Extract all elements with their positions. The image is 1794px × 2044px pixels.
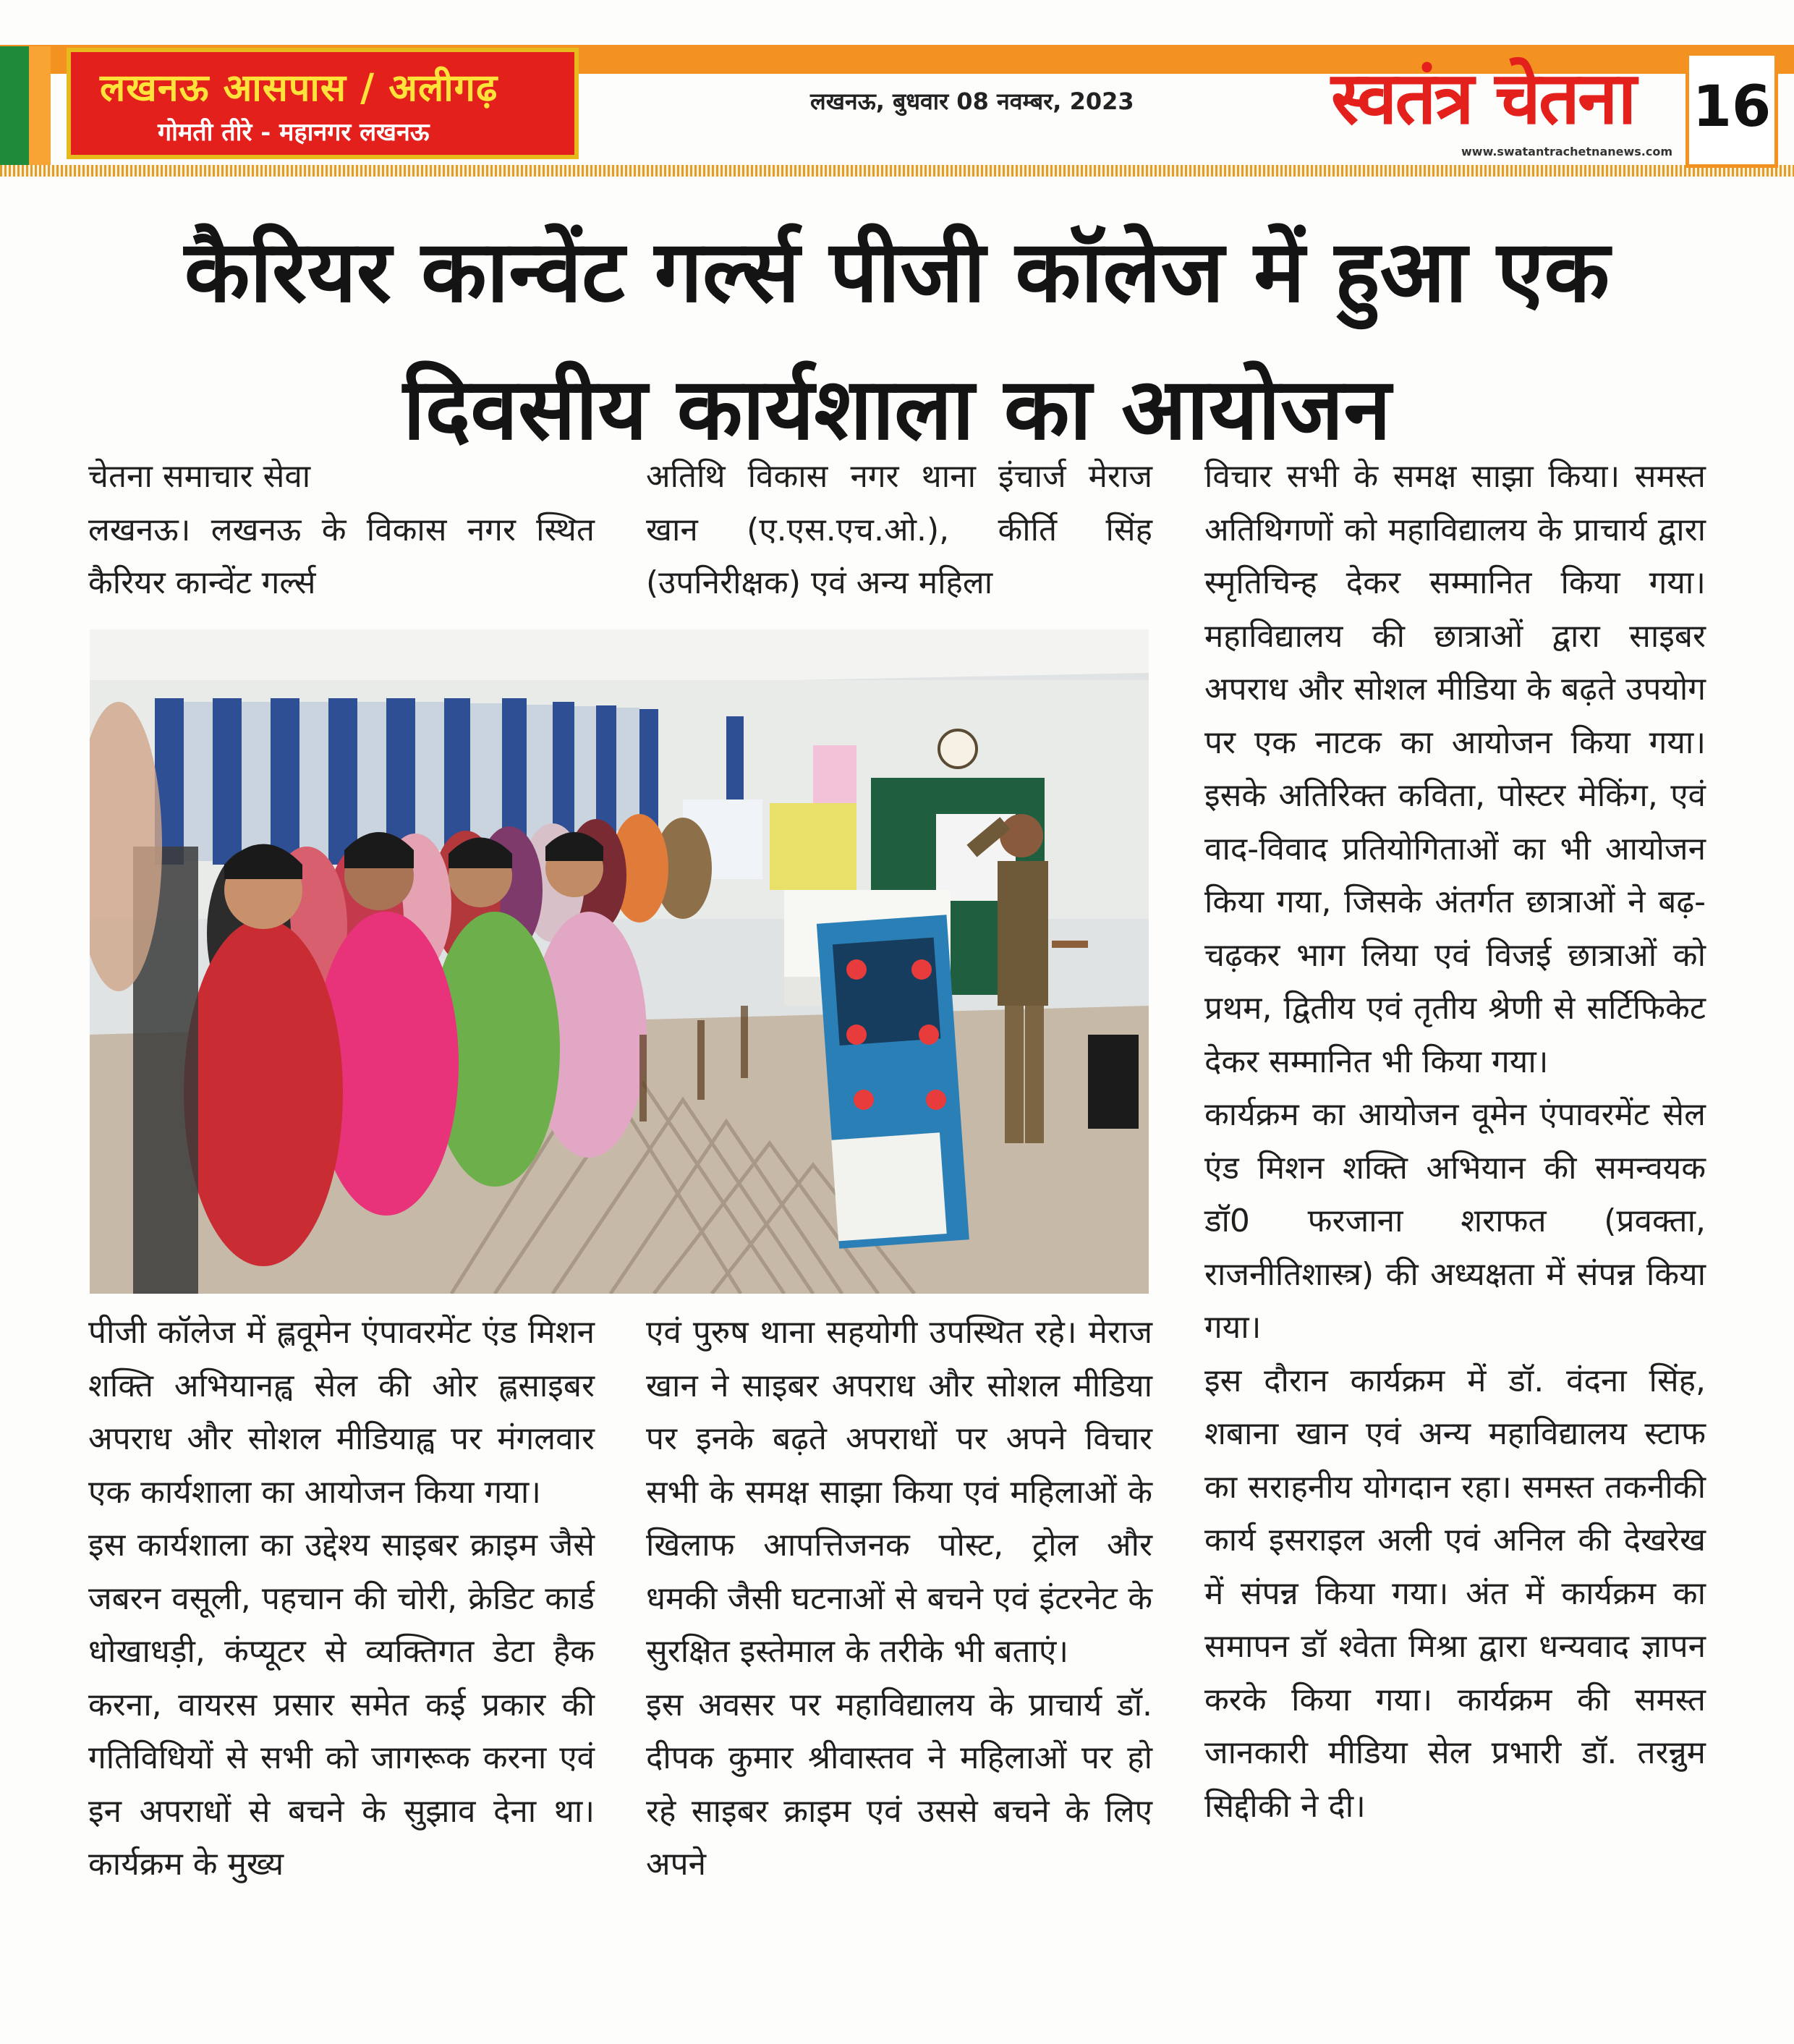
column-3 (1204, 450, 1706, 1833)
paragraph: पीजी कॉलेज में ह्लवूमेन एंपावरमेंट एंड मिशन शक्ति अभियानह्व सेल की ओर ह्लसाइबर अपराध और सोशल मीडियाह्व पर मंगलवार एक कार्यशाला का आयोजन किया गया। (88, 1314, 595, 1511)
paragraph: अतिथि विकास नगर थाना इंचार्ज मेराज खान (ए.एस.एच.ओ.), कीर्ति सिंह (उपनिरीक्षक) एवं अन्य महिला (646, 458, 1152, 601)
column-2-bottom (646, 1306, 1152, 1891)
page-number: 16 (1692, 75, 1772, 140)
byline: चेतना समाचार सेवा (88, 458, 311, 495)
newspaper-url: www.swatantrachetnanews.com (1461, 145, 1673, 158)
saffron-edge-stripe (29, 46, 51, 174)
column-1-top (88, 450, 595, 610)
section-title: लखनऊ आसपास / अलीगढ़ (100, 66, 498, 110)
column-2-top (646, 450, 1152, 610)
masthead (0, 0, 1794, 177)
paragraph: विचार सभी के समक्ष साझा किया। समस्त अतिथिगणों को महाविद्यालय के प्राचार्य द्वारा स्मृतिचिन्ह देकर सम्मानित किया गया। महाविद्यालय की छात्राओं द्वारा साइबर अपराध और सोशल मीडिया के बढ़ते उपयोग पर एक नाटक का आयोजन किया गया। इसके अतिरिक्त कविता, पोस्टर मेकिंग, एवं वाद-विवाद प्रतियोगिताओं का भी आयोजन किया गया, जिसके अंतर्गत छात्राओं ने बढ़-चढ़कर भाग लिया एवं विजई छात्राओं को प्रथम, द्वितीय एवं तृतीय श्रेणी से सर्टिफिकेट देकर सम्मानित भी किया गया। (1204, 458, 1706, 1080)
paragraph: इस कार्यशाला का उद्देश्य साइबर क्राइम जैसे जबरन वसूली, पहचान की चोरी, क्रेडिट कार्ड धोखाधड़ी, कंप्यूटर से व्यक्तिगत डेटा हैक करना, वायरस प्रसार समेत कई प्रकार की गतिविधियों से सभी को जागरूक करना एवं इन अपराधों से बचने के सुझाव देना था। कार्यक्रम के मुख्य (88, 1527, 595, 1883)
masthead-rule (0, 165, 1794, 177)
paragraph: लखनऊ। लखनऊ के विकास नगर स्थित कैरियर कान्वेंट गर्ल्स (88, 511, 595, 601)
section-banner (67, 48, 579, 159)
newspaper-logo: स्वतंत्र चेतना (1331, 55, 1635, 140)
page-number-box (1685, 52, 1778, 168)
paragraph: इस अवसर पर महाविद्यालय के प्राचार्य डॉ. दीपक कुमार श्रीवास्तव ने महिलाओं पर हो रहे साइबर क्राइम एवं उससे बचने के लिए अपने (646, 1686, 1152, 1883)
event-photo (90, 629, 1149, 1294)
section-subtitle: गोमती तीरे - महानगर लखनऊ (158, 118, 430, 147)
green-edge-stripe (0, 46, 29, 174)
column-1-bottom (88, 1306, 595, 1891)
paragraph: कार्यक्रम का आयोजन वूमेन एंपावरमेंट सेल एंड मिशन शक्ति अभियान की समन्वयक डॉ0 फरजाना शराफत (प्रवक्ता, राजनीतिशास्त्र) की अध्यक्षता में संपन्न किया गया। (1204, 1096, 1706, 1346)
article-headline: कैरियर कान्वेंट गर्ल्स पीजी कॉलेज में हुआ एक दिवसीय कार्यशाला का आयोजन (184, 221, 1610, 459)
paragraph: एवं पुरुष थाना सहयोगी उपस्थित रहे। मेराज खान ने साइबर अपराध और सोशल मीडिया पर इनके बढ़ते अपराधों पर अपने विचार सभी के समक्ष साझा किया एवं महिलाओं के खिलाफ आपत्तिजनक पोस्ट, ट्रोल और धमकी जैसी घटनाओं से बचने एवं इंटरनेट के सुरक्षित इस्तेमाल के तरीके भी बताएं। (646, 1314, 1152, 1670)
dateline: लखनऊ, बुधवार 08 नवम्बर, 2023 (810, 88, 1134, 115)
workshop-photo-illustration (90, 629, 1149, 1294)
paragraph: इस दौरान कार्यक्रम में डॉ. वंदना सिंह, शबाना खान एवं अन्य महाविद्यालय स्टाफ का सराहनीय योगदान रहा। समस्त तकनीकी कार्य इसराइल अली एवं अनिल की देखरेख में संपन्न किया गया। अंत में कार्यक्रम का समापन डॉ श्वेता मिश्रा द्वारा धन्यवाद ज्ञापन करके किया गया। कार्यक्रम की समस्त जानकारी मीडिया सेल प्रभारी डॉ. तरन्नुम सिद्दीकी ने दी। (1204, 1362, 1706, 1825)
